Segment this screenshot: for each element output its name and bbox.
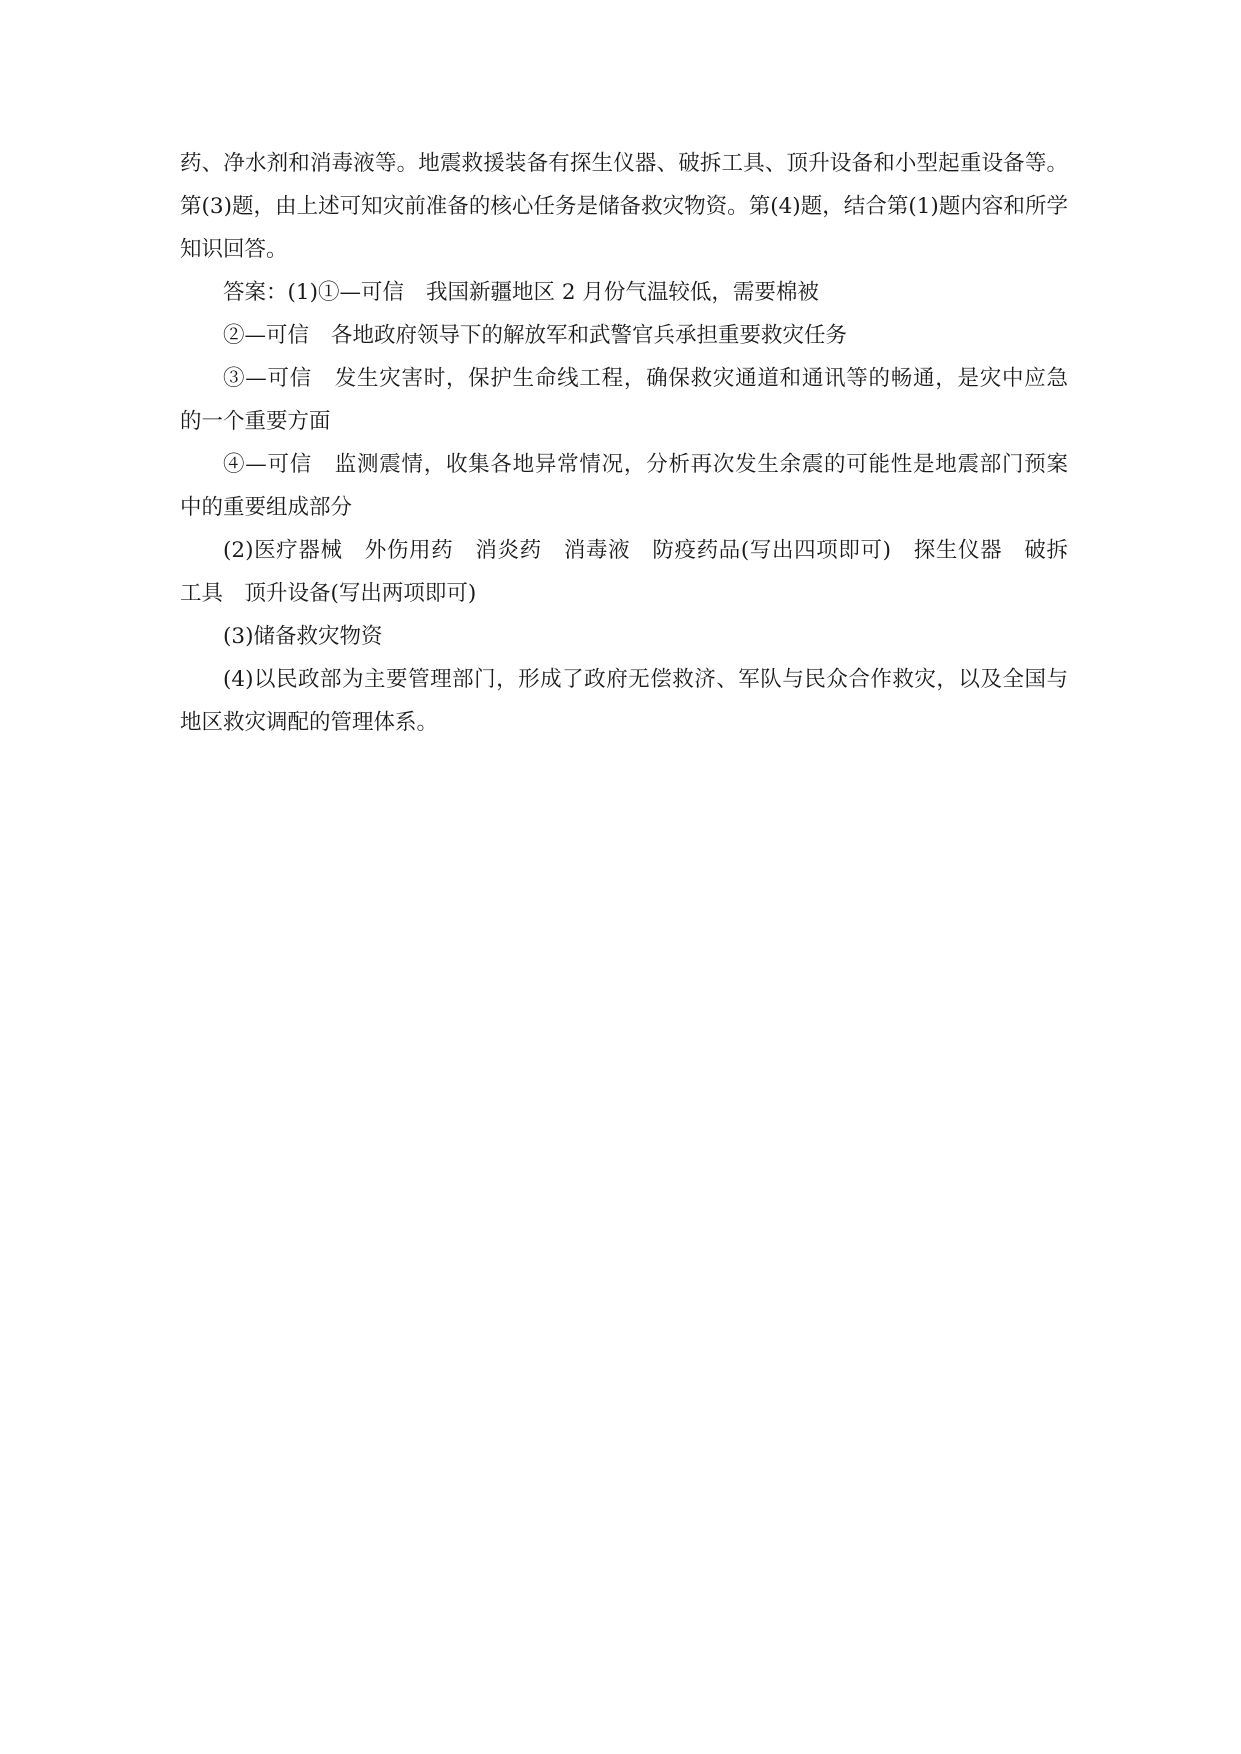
answer-q1-item3-head: ③—可信 <box>223 366 312 391</box>
explanation-line-1: 药、净水剂和消毒液等。地震救援装备有探生仪器、破拆工具、顶升设备和小型起重设备等。 <box>180 151 1068 176</box>
answer-q1-item2-text: 各地政府领导下的解放军和武警官兵承担重要救灾任务 <box>331 323 848 348</box>
answer-q1-item4-head: ④—可信 <box>223 452 312 477</box>
answer-q4-line2: 地区救灾调配的管理体系。 <box>180 710 439 735</box>
answer-q1-item1 <box>180 271 1068 314</box>
answer-q1-item1-head: (1)①—可信 <box>287 280 404 305</box>
answer-q2-line2: 工具 顶升设备(写出两项即可) <box>180 581 477 606</box>
answer-label: 答案： <box>223 280 288 305</box>
answer-q1-item3-text: 发生灾害时，保护生命线工程，确保救灾通道和通讯等的畅通，是灾中应急 <box>333 366 1068 391</box>
answer-q1-item3-cont: 的一个重要方面 <box>180 409 331 434</box>
explanation-line-3: 知识回答。 <box>180 237 288 262</box>
explanation-line-2: 第(3)题，由上述可知灾前准备的核心任务是储备救灾物资。第(4)题，结合第(1)题内容和所学 <box>180 194 1068 219</box>
answer-q1-item1-text: 我国新疆地区 2 月份气温较低，需要棉被 <box>425 280 819 305</box>
answer-q1-item2 <box>180 314 1068 357</box>
answer-q1-item4 <box>180 443 1068 486</box>
answer-q1-item4-text: 监测震情，收集各地异常情况，分析再次发生余震的可能性是地震部门预案 <box>333 452 1068 477</box>
answer-q3: (3)储备救灾物资 <box>223 624 383 649</box>
answer-q1-item2-head: ②—可信 <box>223 323 310 348</box>
answer-q1-item4-cont: 中的重要组成部分 <box>180 495 353 520</box>
document-page <box>180 142 1068 744</box>
answer-q2-line1: (2)医疗器械 外伤用药 消炎药 消毒液 防疫药品(写出四项即可) 探生仪器 破拆 <box>223 538 1068 563</box>
answer-q1-item3 <box>180 357 1068 400</box>
answer-q4-line1: (4)以民政部为主要管理部门，形成了政府无偿救济、军队与民众合作救灾，以及全国与 <box>223 667 1068 692</box>
